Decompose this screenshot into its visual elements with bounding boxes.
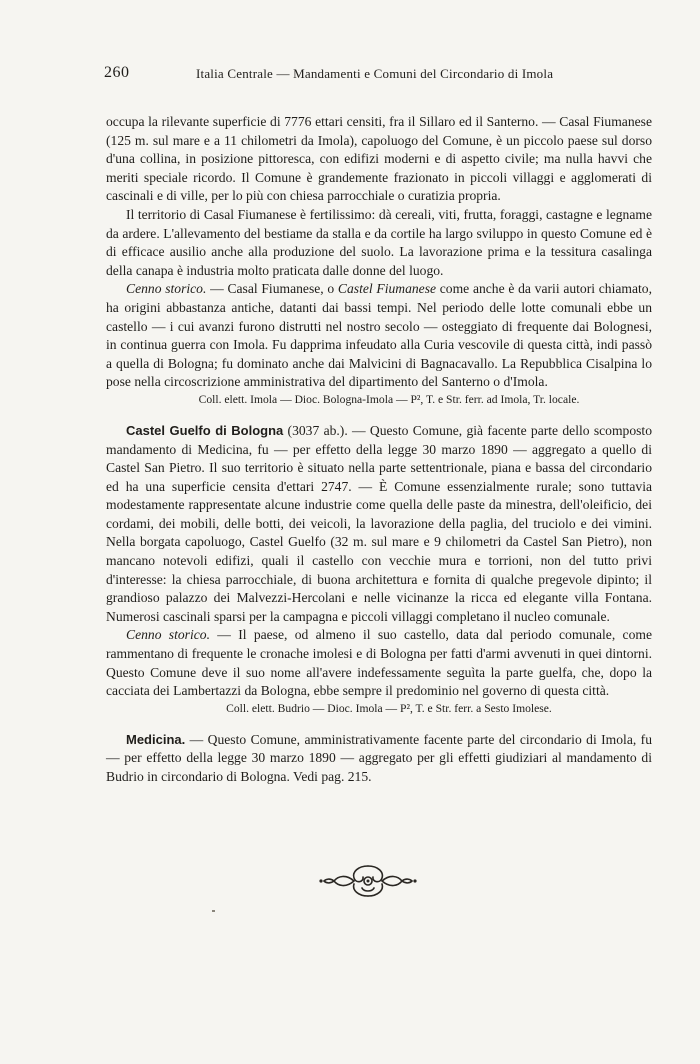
entry-title: Castel Guelfo di Bologna [126, 422, 284, 438]
page-body [106, 113, 652, 787]
paragraph-entry [106, 731, 652, 787]
running-title: Italia Centrale — Mandamenti e Comuni del Circondario di Imola [196, 66, 554, 81]
paragraph-history [106, 626, 652, 700]
section-label: Cenno storico. [126, 281, 207, 297]
page-header [104, 64, 644, 86]
paragraph-text: (3037 ab.). — Questo Comune, già facente parte dello scomposto mandamento di Medicina, fu — per effetto della legge 30 marzo 1890 — aggregato a quello di Castel San Pietro. Il suo territorio è situato nella parte settentrionale, piana e bassa del circondario ed ha una superficie censita d'ettari 2747. — È Comune essenzialmente rurale; sono tuttavia modestamente rappresentate alcune industrie come quella delle paste da minestra, dell'oleificio, dei cordami, dei mobili, delle botti, dei veicoli, la lavorazione della paglia, del truciolo e dei vimini. Nella borgata capoluogo, Castel Guelfo (32 m. sul mare e 9 chilometri da Castel San Pietro), non mancano notevoli edifizi, quali il castello con vecchie mura e torrioni, non del tutto privi d'interesse: la chiesa parrocchiale, di buona architettura e fornita di qualche pregevole dipinto; il grandioso palazzo dei Malvezzi-Hercolani e nelle vicinanze la ricca ed elegante villa Fontana. Numerosi cascinali sparsi per la campagna e piccoli villaggi completano il nucleo comunale. [106, 422, 652, 624]
page-number: 260 [104, 64, 130, 81]
section-label: Cenno storico. [126, 627, 210, 643]
print-speck [212, 910, 215, 912]
fleuron-ornament-icon [318, 862, 418, 900]
spacer [106, 717, 652, 731]
paragraph-text: come anche è da varii autori chiamato, ha origini abbastanza antiche, datanti dai bassi tempi. Nel periodo delle lotte comunali ebbe un castello — i cui avanzi furono distrutti nel nostro secolo — osteggiato di frequente dai Bolognesi, in continua guerra con Imola. Fu dapprima infeudato alla Curia vescovile di questa città, indi passò a quella di Bologna; fu dominato anche dai Malvicini di Bagnacavallo. La Repubblica Cisalpina lo pose nella circoscrizione amministrativa del dipartimento del Santerno o d'Imola. [106, 281, 652, 390]
place-name: Castel Fiumanese [337, 281, 437, 297]
paragraph-history [106, 280, 652, 392]
spacer [106, 408, 652, 422]
paragraph-text: — Questo Comune, amministrativamente facente parte del circondario di Imola, fu — per effetto della legge 30 marzo 1890 — aggregato per gli effetti giudiziari al mandamento di Budrio in circondario di Bologna. Vedi pag. 215. [106, 731, 652, 784]
entry-title: Medicina. [126, 731, 186, 747]
paragraph: Il territorio di Casal Fiumanese è fertilissimo: dà cereali, viti, frutta, foraggi, castagne e legname da ardere. L'allevamento del bestiame da stalla e da cortile ha largo sviluppo in questo Comune ed è di efficace ausilio anche alla produzione del suolo. La lavorazione prima e la tessitura casalinga della canapa è industria molto praticata dalle donne del luogo. [106, 206, 652, 278]
paragraph: occupa la rilevante superficie di 7776 ettari censiti, fra il Sillaro ed il Santerno. — Casal Fiumanese (125 m. sul mare e a 11 chilometri da Imola), capoluogo del Comune, è un piccolo paese sul dorso d'una collina, in posizione pittoresca, con edifizi moderni e di aspetto civile; ma nulla havvi che meriti speciale ricordo. Il Comune è grandemente frazionato in piccoli villaggi e agglomerati di cascinali e di ville, per lo più con chiesa parrocchiale o curatizia propria. [106, 114, 652, 204]
paragraph-text: — Casal Fiumanese, o [206, 281, 338, 297]
paragraph-text: — Il paese, od almeno il suo castello, data dal periodo comunale, come rammentano di frequente le cronache imolesi e di Bologna per fatti d'armi avvenuti in quei dintorni. Questo Comune deve il suo nome all'avere indefessamente seguìta la parte guelfa, che, dopo la cacciata dei Lambertazzi da Bologna, ebbe sempre il predominio nel governo di questa città. [106, 627, 652, 699]
footnote: Coll. elett. Budrio — Dioc. Imola — P², T. e Str. ferr. a Sesto Imolese. [226, 701, 552, 715]
footnote: Coll. elett. Imola — Dioc. Bologna-Imola — P², T. e Str. ferr. ad Imola, Tr. locale. [198, 392, 580, 406]
paragraph-entry [106, 422, 652, 627]
